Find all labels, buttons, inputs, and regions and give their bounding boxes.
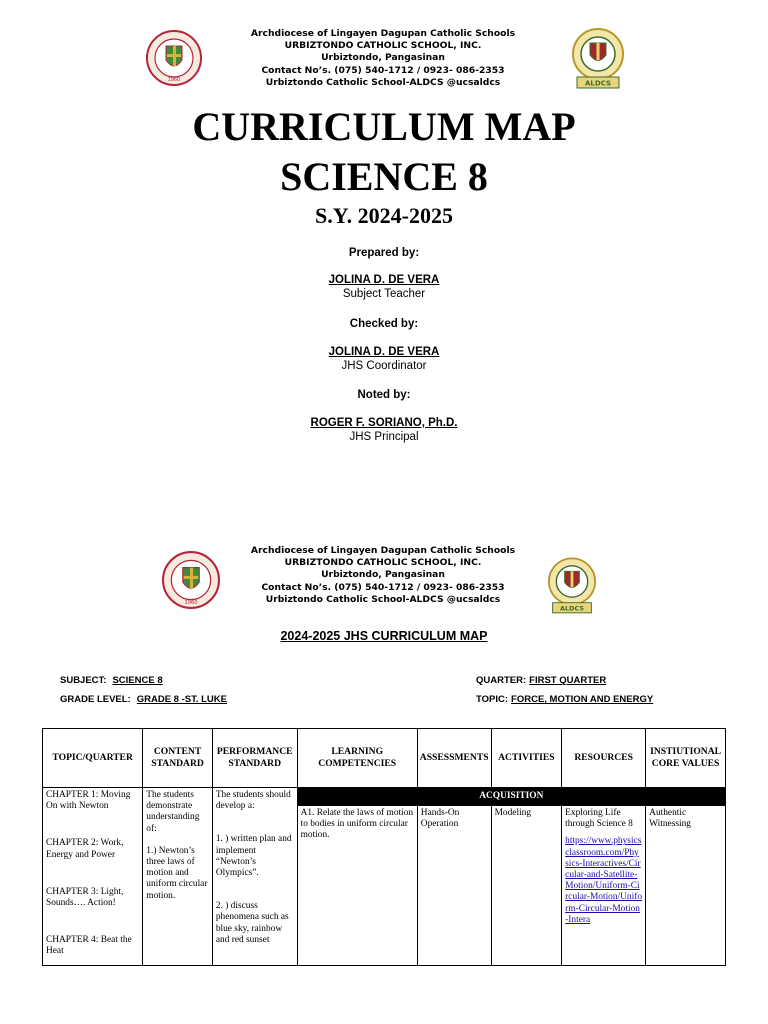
cover-title: CURRICULUM MAP: [192, 104, 576, 149]
quarter-value: FIRST QUARTER: [529, 675, 607, 686]
resources-cell: Exploring Life through Science 8 https://www.physicsclassroom.com/Physics-Interactives/Circular-and-Satellite-Motion/Uniform-Circular-Motion/Uniform-Circular-Motion-Intera: [562, 806, 646, 966]
noted-name: ROGER F. SORIANO, Ph.D.: [310, 417, 458, 429]
curriculum-map-title: 2024-2025 JHS CURRICULUM MAP: [280, 629, 488, 643]
svg-text:ALDCS: ALDCS: [585, 79, 611, 88]
school-header-page2: [0, 545, 768, 625]
assessment-cell: Hands-On Operation: [417, 806, 491, 966]
activity-cell: Modeling: [491, 806, 562, 966]
competency-cell: A1. Relate the laws of motion to bodies in uniform circular motion.: [297, 806, 417, 966]
school-address-block: Archdiocese of Lingayen Dagupan Catholic Schools URBIZTONDO CATHOLIC SCHOOL, INC. Urbiztondo, Pangasinan Contact No’s. (075) 540-1712 / 0923- 086-2353 Urbiztondo Catholic School-ALDCS @ucsaldcs: [250, 545, 516, 605]
checked-name: JOLINA D. DE VERA: [328, 346, 440, 358]
checked-by-block: Checked by: JOLINA D. DE VERA JHS Coordinator: [0, 317, 768, 373]
topic-line: TOPIC: FORCE, MOTION AND ENERGY: [476, 694, 654, 705]
performance-standard-cell: The students should develop a: 1. ) written plan and implement “Newton’s Olympics”. 2. ) discuss phenomena such as blue sky, rainbow and red sunset: [212, 788, 297, 966]
noted-by-block: Noted by: ROGER F. SORIANO, Ph.D. JHS Principal: [0, 388, 768, 444]
svg-text:ALDCS: ALDCS: [560, 604, 584, 613]
curriculum-map-table: [42, 728, 726, 966]
school-seal-logo: [146, 30, 202, 86]
prepared-by-block: Prepared by: JOLINA D. DE VERA Subject Teacher: [0, 246, 768, 301]
svg-text:1960: 1960: [184, 599, 198, 606]
header-resources: RESOURCES: [562, 729, 646, 788]
aldcs-seal-logo: [572, 28, 624, 92]
table-header-row: [43, 729, 726, 788]
quarter-line: QUARTER: FIRST QUARTER: [476, 675, 607, 686]
header-learning-competencies: LEARNING COMPETENCIES: [297, 729, 417, 788]
svg-text:1960: 1960: [167, 77, 181, 83]
topic-value: FORCE, MOTION AND ENERGY: [511, 694, 654, 705]
resource-link[interactable]: https://www.physicsclassroom.com/Physics-Interactives/Circular-and-Satellite-Motion/Uniform-Circular-Motion/Uniform-Circular-Motion-Intera: [565, 836, 643, 925]
prepared-name: JOLINA D. DE VERA: [328, 274, 440, 286]
prepared-role: Subject Teacher: [342, 288, 426, 300]
school-year: S.Y. 2024-2025: [315, 203, 453, 228]
header-content-standard: CONTENT STANDARD: [143, 729, 213, 788]
school-header: [0, 28, 768, 108]
table-row: [43, 788, 726, 806]
acquisition-banner: ACQUISITION: [297, 788, 725, 806]
grade-value: GRADE 8 -ST. LUKE: [136, 694, 227, 705]
header-activities: ACTIVITIES: [491, 729, 562, 788]
core-values-cell: Authentic Witnessing: [646, 806, 726, 966]
aldcs-seal-logo: [548, 557, 596, 617]
subject-line: SUBJECT: SCIENCE 8: [60, 675, 163, 686]
header-core-values: INSTIUTIONAL CORE VALUES: [646, 729, 726, 788]
header-topic: TOPIC/QUARTER: [43, 729, 143, 788]
topic-cell: CHAPTER 1: Moving On with Newton CHAPTER 2: Work, Energy and Power CHAPTER 3: Light, Sounds…. Action! CHAPTER 4: Beat the Heat: [43, 788, 143, 966]
noted-role: JHS Principal: [349, 431, 419, 443]
header-assessments: ASSESSMENTS: [417, 729, 491, 788]
subject-value: SCIENCE 8: [112, 675, 163, 686]
cover-subject-title: SCIENCE 8: [280, 154, 488, 199]
header-performance-standard: PERFORMANCE STANDARD: [212, 729, 297, 788]
school-address-block: Archdiocese of Lingayen Dagupan Catholic Schools URBIZTONDO CATHOLIC SCHOOL, INC. Urbiztondo, Pangasinan Contact No’s. (075) 540-1712 / 0923- 086-2353 Urbiztondo Catholic School-ALDCS @ucsaldcs: [250, 28, 516, 88]
content-standard-cell: The students demonstrate understanding of: 1.) Newton’s three laws of motion and uniform circular motion.: [143, 788, 213, 966]
checked-role: JHS Coordinator: [341, 360, 427, 372]
grade-line: GRADE LEVEL: GRADE 8 -ST. LUKE: [60, 694, 227, 705]
